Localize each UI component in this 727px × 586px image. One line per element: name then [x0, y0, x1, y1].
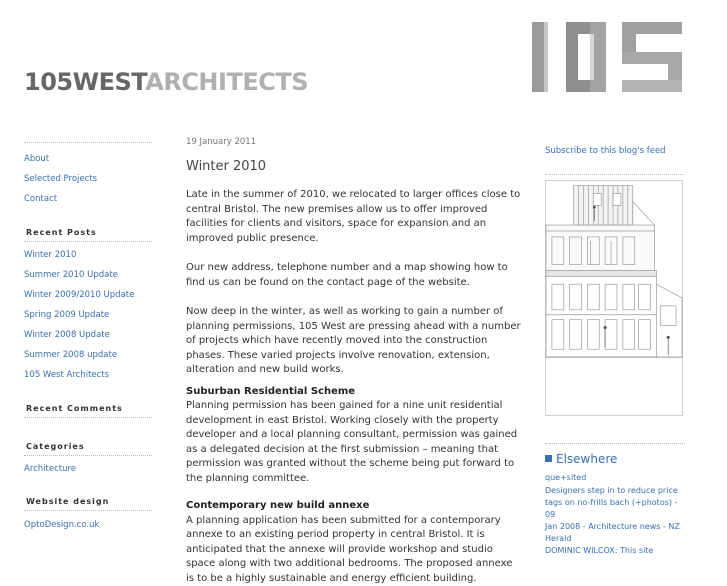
post-section	[186, 499, 521, 586]
post-paragraph: Now deep in the winter, as well as working to gain a number of planning permissions, 105 West are pressing ahead with a number of projects which have recently moved into the construction phases. These varied projects involve renovation, extension, alteration and new build works.	[186, 306, 521, 375]
section-body: A planning application has been submitted for a contemporary annexe to an existing period property in central Bristol. It is anticipated that the annexe will provide workshop and studio space along with two additional bedrooms. The proposed annexe is to be a highly sustainable and energy efficient building.	[186, 514, 513, 584]
recent-post-link[interactable]: Summer 2008 update	[24, 350, 118, 360]
elsewhere-link[interactable]: Herald	[545, 534, 572, 543]
recent-comments-heading: Recent Comments	[26, 404, 123, 413]
nav-contact[interactable]: Contact	[24, 194, 58, 204]
nav-selected-projects[interactable]: Selected Projects	[24, 174, 98, 184]
divider	[24, 417, 152, 418]
website-design-heading: Website design	[26, 497, 110, 506]
divider	[24, 241, 152, 242]
site-logo[interactable]	[24, 70, 308, 94]
post	[186, 135, 521, 586]
divider	[24, 142, 152, 143]
recent-post-link[interactable]: Winter 2010	[24, 250, 77, 260]
website-design-link[interactable]: OptoDesign.co.uk	[24, 520, 100, 530]
section-heading: Suburban Residential Scheme	[186, 385, 356, 397]
recent-post-link[interactable]: Winter 2008 Update	[24, 330, 110, 340]
divider	[24, 455, 152, 456]
section-body: Planning permission has been gained for a nine unit residential development in east Bristol. Working closely with the property developer and a local planning consultant, permission was gained as a delegated decision at the first submission – meaning that permission was granted without the scheme being put forward to the planning committee.	[186, 400, 518, 484]
elsewhere-link[interactable]: Designers step in to reduce price	[545, 486, 678, 495]
subscribe-feed-link[interactable]: Subscribe to this blog's feed	[545, 146, 666, 156]
left-sidebar	[24, 138, 152, 531]
post-body	[186, 188, 521, 586]
elsewhere-link[interactable]: Jan 2008 - Architecture news - NZ	[545, 522, 680, 531]
post-paragraph: Our new address, telephone number and a map showing how to find us can be found on the contact page of the website.	[186, 262, 508, 288]
logo-dark-part: 105WEST	[24, 68, 146, 96]
divider	[545, 443, 685, 444]
nav-about[interactable]: About	[24, 154, 50, 164]
right-sidebar	[545, 138, 685, 555]
elsewhere-link[interactable]: DOMINIC WILCOX: This site	[545, 546, 654, 555]
logo-light-part: ARCHITECTS	[145, 68, 308, 96]
logo-105-mark	[532, 22, 682, 92]
category-link[interactable]: Architecture	[24, 464, 77, 474]
recent-post-link[interactable]: Spring 2009 Update	[24, 310, 110, 320]
recent-posts-heading: Recent Posts	[26, 228, 97, 237]
post-section	[186, 385, 521, 487]
building-elevation-image	[545, 180, 683, 416]
recent-post-link[interactable]: Summer 2010 Update	[24, 270, 118, 280]
post-date: 19 January 2011	[186, 137, 257, 147]
post-paragraph: Late in the summer of 2010, we relocated to larger offices close to central Bristol. The new premises allow us to offer improved facilities for clients and visitors, space for expansion and an improved public presence.	[186, 189, 521, 244]
divider	[545, 174, 685, 175]
section-heading: Contemporary new build annexe	[186, 500, 370, 511]
elsewhere-link[interactable]: tags on no-frills bach (+photos) - 09	[545, 498, 678, 519]
square-bullet-icon	[545, 455, 552, 462]
categories-heading: Categories	[26, 442, 85, 451]
elsewhere-source[interactable]: que+sited	[545, 473, 587, 482]
post-title[interactable]: Winter 2010	[186, 158, 267, 174]
elsewhere-heading	[545, 452, 617, 466]
recent-post-link[interactable]: Winter 2009/2010 Update	[24, 290, 135, 300]
elsewhere-title-text: Elsewhere	[556, 452, 618, 466]
recent-post-link[interactable]: 105 West Architects	[24, 370, 110, 380]
divider	[24, 510, 152, 511]
elsewhere-list	[545, 472, 685, 557]
